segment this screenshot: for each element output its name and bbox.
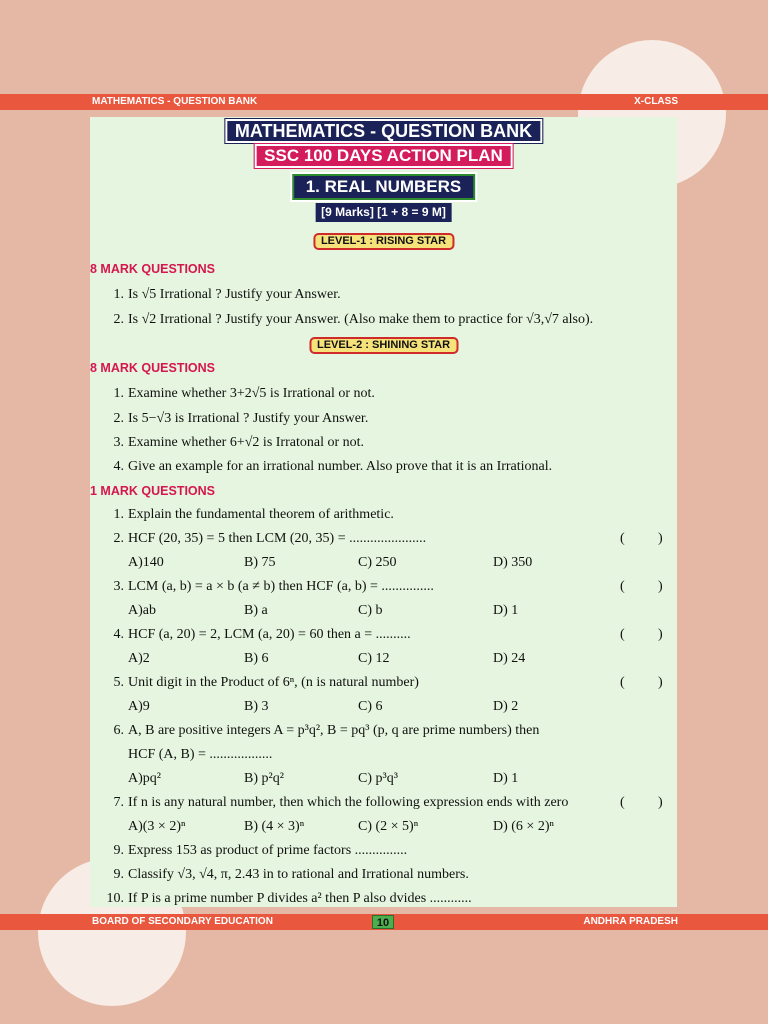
- option-b: B) 75: [244, 555, 276, 570]
- answer-bracket: ( ): [620, 795, 663, 810]
- question: 1. Explain the fundamental theorem of arithmetic.: [113, 507, 394, 522]
- option-c: C) b: [358, 603, 383, 618]
- page-number: 10: [372, 915, 394, 929]
- footer-right: ANDHRA PRADESH: [583, 916, 678, 927]
- content-panel: [90, 117, 677, 907]
- option-b: B) 6: [244, 651, 269, 666]
- option-c: C) (2 × 5)ⁿ: [358, 819, 419, 834]
- option-a: A)2: [128, 651, 150, 666]
- section-heading: 8 MARK QUESTIONS: [90, 361, 216, 375]
- answer-bracket: ( ): [620, 531, 663, 546]
- footer-left: BOARD OF SECONDARY EDUCATION: [92, 916, 273, 927]
- section-heading: 1 MARK QUESTIONS: [90, 484, 216, 498]
- title-question-bank: MATHEMATICS - QUESTION BANK: [225, 119, 542, 143]
- footer-bar: [0, 914, 768, 930]
- question: 2. Is √2 Irrational ? Justify your Answer. (Also make them to practice for √3,√7 also).: [113, 312, 594, 327]
- option-a: A)pq²: [128, 771, 161, 786]
- option-c: C) p³q³: [358, 771, 398, 786]
- chapter-title: 1. REAL NUMBERS: [292, 174, 476, 200]
- option-d: D) 1: [493, 603, 519, 618]
- question: 1. Examine whether 3+2√5 is Irrational or not.: [113, 386, 375, 401]
- question: 10. If P is a prime number P divides a² then P also dvides ............: [106, 891, 472, 906]
- option-a: A)140: [128, 555, 164, 570]
- question: 3. Examine whether 6+√2 is Irratonal or not.: [113, 435, 365, 450]
- header-bar: [0, 94, 768, 110]
- marks-badge: [9 Marks] [1 + 8 = 9 M]: [315, 203, 452, 222]
- answer-bracket: ( ): [620, 627, 663, 642]
- question: 9. Express 153 as product of prime factors ...............: [113, 843, 408, 858]
- header-left: MATHEMATICS - QUESTION BANK: [92, 96, 258, 107]
- option-a: A)(3 × 2)ⁿ: [128, 819, 186, 834]
- question: 4. HCF (a, 20) = 2, LCM (a, 20) = 60 then a = ..........: [113, 627, 411, 642]
- question: 2. Is 5−√3 is Irrational ? Justify your Answer.: [113, 411, 369, 426]
- question-continued: HCF (A, B) = ..................: [128, 747, 273, 762]
- question: 5. Unit digit in the Product of 6ⁿ, (n is natural number): [113, 675, 419, 690]
- option-b: B) p²q²: [244, 771, 284, 786]
- question: 3. LCM (a, b) = a × b (a ≠ b) then HCF (a, b) = ...............: [113, 579, 434, 594]
- header-right: X-CLASS: [634, 96, 678, 107]
- option-c: C) 12: [358, 651, 390, 666]
- option-d: D) (6 × 2)ⁿ: [493, 819, 554, 834]
- question: 7. If n is any natural number, then which the following expression ends with zero: [113, 795, 569, 810]
- option-d: D) 1: [493, 771, 519, 786]
- option-b: B) (4 × 3)ⁿ: [244, 819, 305, 834]
- section-heading: 8 MARK QUESTIONS: [90, 262, 216, 276]
- answer-bracket: ( ): [620, 579, 663, 594]
- option-a: A)ab: [128, 603, 156, 618]
- option-c: C) 6: [358, 699, 383, 714]
- option-b: B) a: [244, 603, 268, 618]
- option-d: D) 2: [493, 699, 519, 714]
- question: 2. HCF (20, 35) = 5 then LCM (20, 35) = ......................: [113, 531, 427, 546]
- title-action-plan: SSC 100 DAYS ACTION PLAN: [254, 144, 513, 168]
- question: 4. Give an example for an irrational number. Also prove that it is an Irrational.: [113, 459, 553, 474]
- question: 6. A, B are positive integers A = p³q², B = pq³ (p, q are prime numbers) then: [113, 723, 540, 738]
- option-d: D) 24: [493, 651, 526, 666]
- answer-bracket: ( ): [620, 675, 663, 690]
- option-a: A)9: [128, 699, 150, 714]
- level-2-badge: LEVEL-2 : SHINING STAR: [309, 337, 458, 354]
- level-1-badge: LEVEL-1 : RISING STAR: [313, 233, 454, 250]
- option-b: B) 3: [244, 699, 269, 714]
- option-d: D) 350: [493, 555, 533, 570]
- option-c: C) 250: [358, 555, 397, 570]
- question: 1. Is √5 Irrational ? Justify your Answer.: [113, 287, 341, 302]
- question: 9. Classify √3, √4, π, 2.43 in to rational and Irrational numbers.: [113, 867, 469, 882]
